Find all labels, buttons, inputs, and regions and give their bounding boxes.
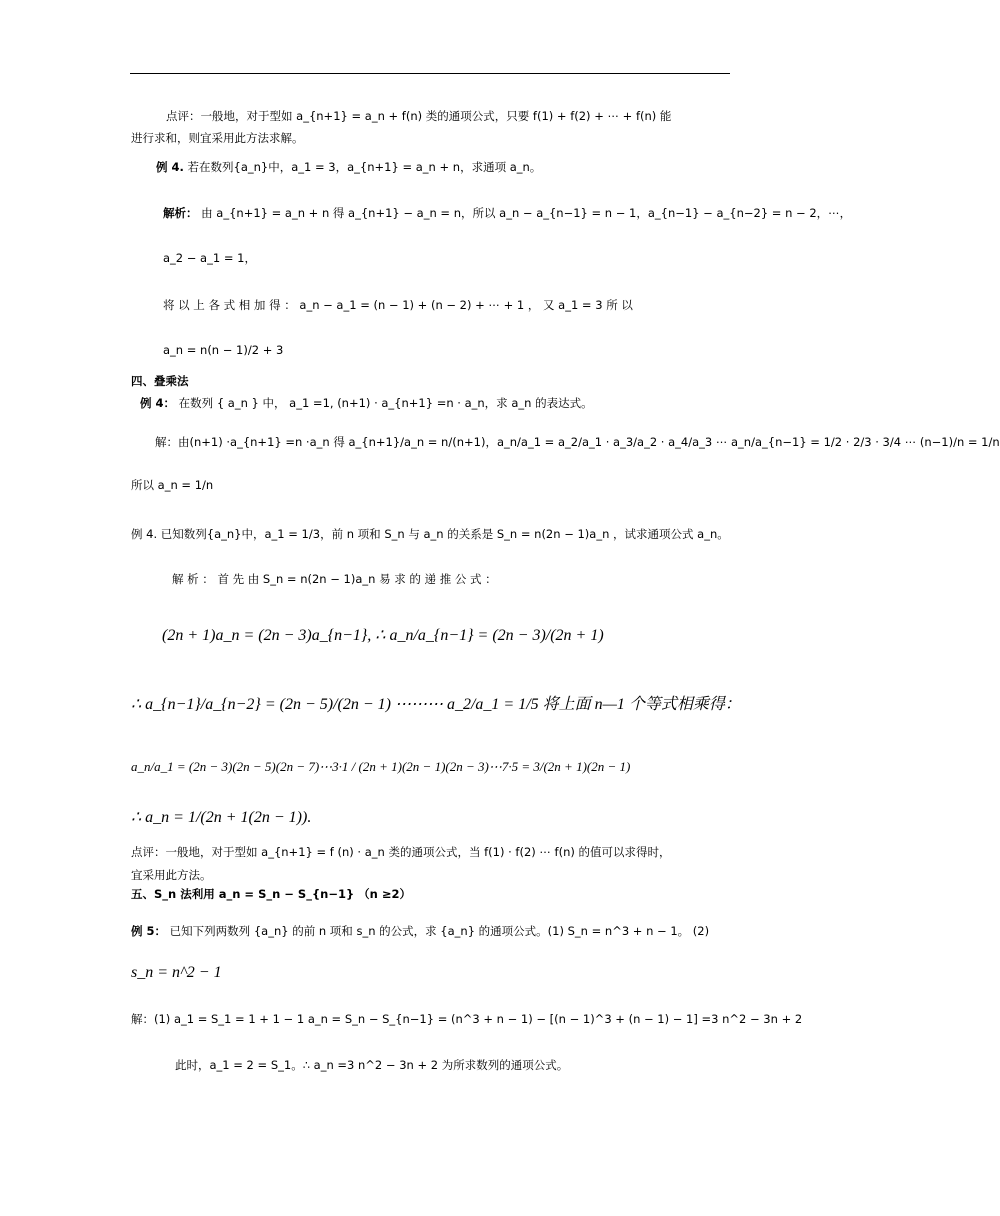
text: 由 a_{n+1} = a_n + n 得 a_{n+1} − a_n = n，所以 a_n − a_{n−1} = n − 1，a_{n−1} − a_{n−2} = n − 2，⋯， — [201, 206, 852, 220]
text: 五、S_n 法利用 a_n = S_n − S_{n−1} （n ≥2） — [131, 887, 411, 901]
text: 点评：一般地，对于型如 a_{n+1} = a_n + f(n) 类的通项公式，只要 f(1) + f(2) + ⋯ + f(n) 能 — [166, 109, 672, 123]
text: 解 析 ： 首 先 由 S_n = n(2n − 1)a_n 易 求 的 递 推 公 式 ： — [172, 572, 497, 586]
text: 解：由(n+1) ·a_{n+1} =n ·a_n 得 a_{n+1}/a_n = n/(n+1)，a_n/a_1 = a_2/a_1 · a_3/a_2 · a_4/a_3 ⋯ a_n/a_{n−1} = 1/2 · 2/3 · 3/4 ⋯ (n−1)/n = 1/n — [155, 435, 1000, 449]
section-heading-5 — [131, 889, 411, 901]
example-5b — [131, 965, 222, 981]
text: a_n/a_1 = (2n − 3)(2n − 5)(2n − 7)⋯3·1 / (2n + 1)(2n − 1)(2n − 3)⋯7·5 = 3/(2n + 1)(2n − 1) — [131, 759, 631, 774]
text: 宜采用此方法。 — [131, 868, 212, 882]
text: 解：(1) a_1 = S_1 = 1 + 1 − 1 a_n = S_n − S_{n−1} = (n^3 + n − 1) − [(n − 1)^3 + (n − 1) − 1] =3 n^2 − 3n + 2 — [131, 1012, 803, 1026]
text: 例 4. 已知数列{a_n}中，a_1 = 1/3，前 n 项和 S_n 与 a_n 的关系是 S_n = n(2n − 1)a_n ，试求通项公式 a_n。 — [131, 527, 729, 541]
solution-4a — [163, 208, 851, 220]
text: 若在数列{a_n}中，a_1 = 3，a_{n+1} = a_n + n，求通项 a_n。 — [187, 160, 542, 174]
paragraph-comment-1b — [131, 133, 304, 145]
solution-4g — [172, 574, 497, 586]
text: 四、叠乘法 — [131, 374, 189, 388]
solution-5a — [131, 1014, 802, 1026]
text: 进行求和，则宜采用此方法求解。 — [131, 131, 304, 145]
text: ∴ a_n = 1/(2n + 1(2n − 1)). — [131, 809, 312, 826]
text: a_n = n(n − 1)/2 + 3 — [163, 343, 284, 357]
solution-label: 解析： — [163, 206, 198, 220]
text: s_n = n^2 − 1 — [131, 964, 222, 981]
paragraph-comment-1 — [166, 111, 671, 123]
text: 点评：一般地，对于型如 a_{n+1} = f (n) · a_n 类的通项公式，当 f(1) · f(2) ⋯ f(n) 的值可以求得时， — [131, 845, 671, 859]
text: (2n + 1)a_n = (2n − 3)a_{n−1}, ∴ a_n/a_{n−1} = (2n − 3)/(2n + 1) — [162, 627, 604, 644]
header-rule — [130, 73, 730, 74]
solution-4d — [163, 345, 283, 357]
solution-4b — [163, 253, 256, 265]
equation-1 — [162, 628, 604, 644]
example-label: 例 4： — [140, 396, 176, 410]
example-label: 例 4. — [156, 160, 184, 174]
example-4c — [131, 529, 729, 541]
text: 所以 a_n = 1/n — [131, 478, 214, 492]
example-4b — [140, 398, 593, 410]
text: 已知下列两数列 {a_n} 的前 n 项和 s_n 的公式，求 {a_n} 的通项公式。(1) S_n = n^3 + n − 1。 (2) — [169, 924, 710, 938]
example-label: 例 5： — [131, 924, 167, 938]
equation-4 — [131, 810, 311, 826]
solution-4c — [163, 300, 633, 312]
solution-4f — [131, 480, 213, 492]
equation-3 — [131, 760, 630, 773]
example-5 — [131, 926, 709, 938]
solution-4e — [155, 437, 1000, 449]
text: ∴ a_{n−1}/a_{n−2} = (2n − 5)/(2n − 1) ⋯⋯⋯ a_2/a_1 = 1/5 将上面 n—1 个等式相乘得： — [131, 696, 741, 713]
text: 在数列 { a_n } 中， a_1 =1, (n+1) · a_{n+1} =n · a_n，求 a_n 的表达式。 — [178, 396, 593, 410]
section-heading-4 — [131, 376, 189, 388]
text: 将 以 上 各 式 相 加 得 ： a_n − a_1 = (n − 1) + (n − 2) + ⋯ + 1 ， 又 a_1 = 3 所 以 — [163, 298, 633, 312]
text: a_2 − a_1 = 1， — [163, 251, 256, 265]
paragraph-comment-2b — [131, 870, 212, 882]
equation-2 — [131, 697, 741, 713]
example-4a — [156, 162, 541, 174]
solution-5b — [175, 1060, 568, 1072]
text: 此时，a_1 = 2 = S_1。∴ a_n =3 n^2 − 3n + 2 为所求数列的通项公式。 — [175, 1058, 569, 1072]
paragraph-comment-2 — [131, 847, 671, 859]
